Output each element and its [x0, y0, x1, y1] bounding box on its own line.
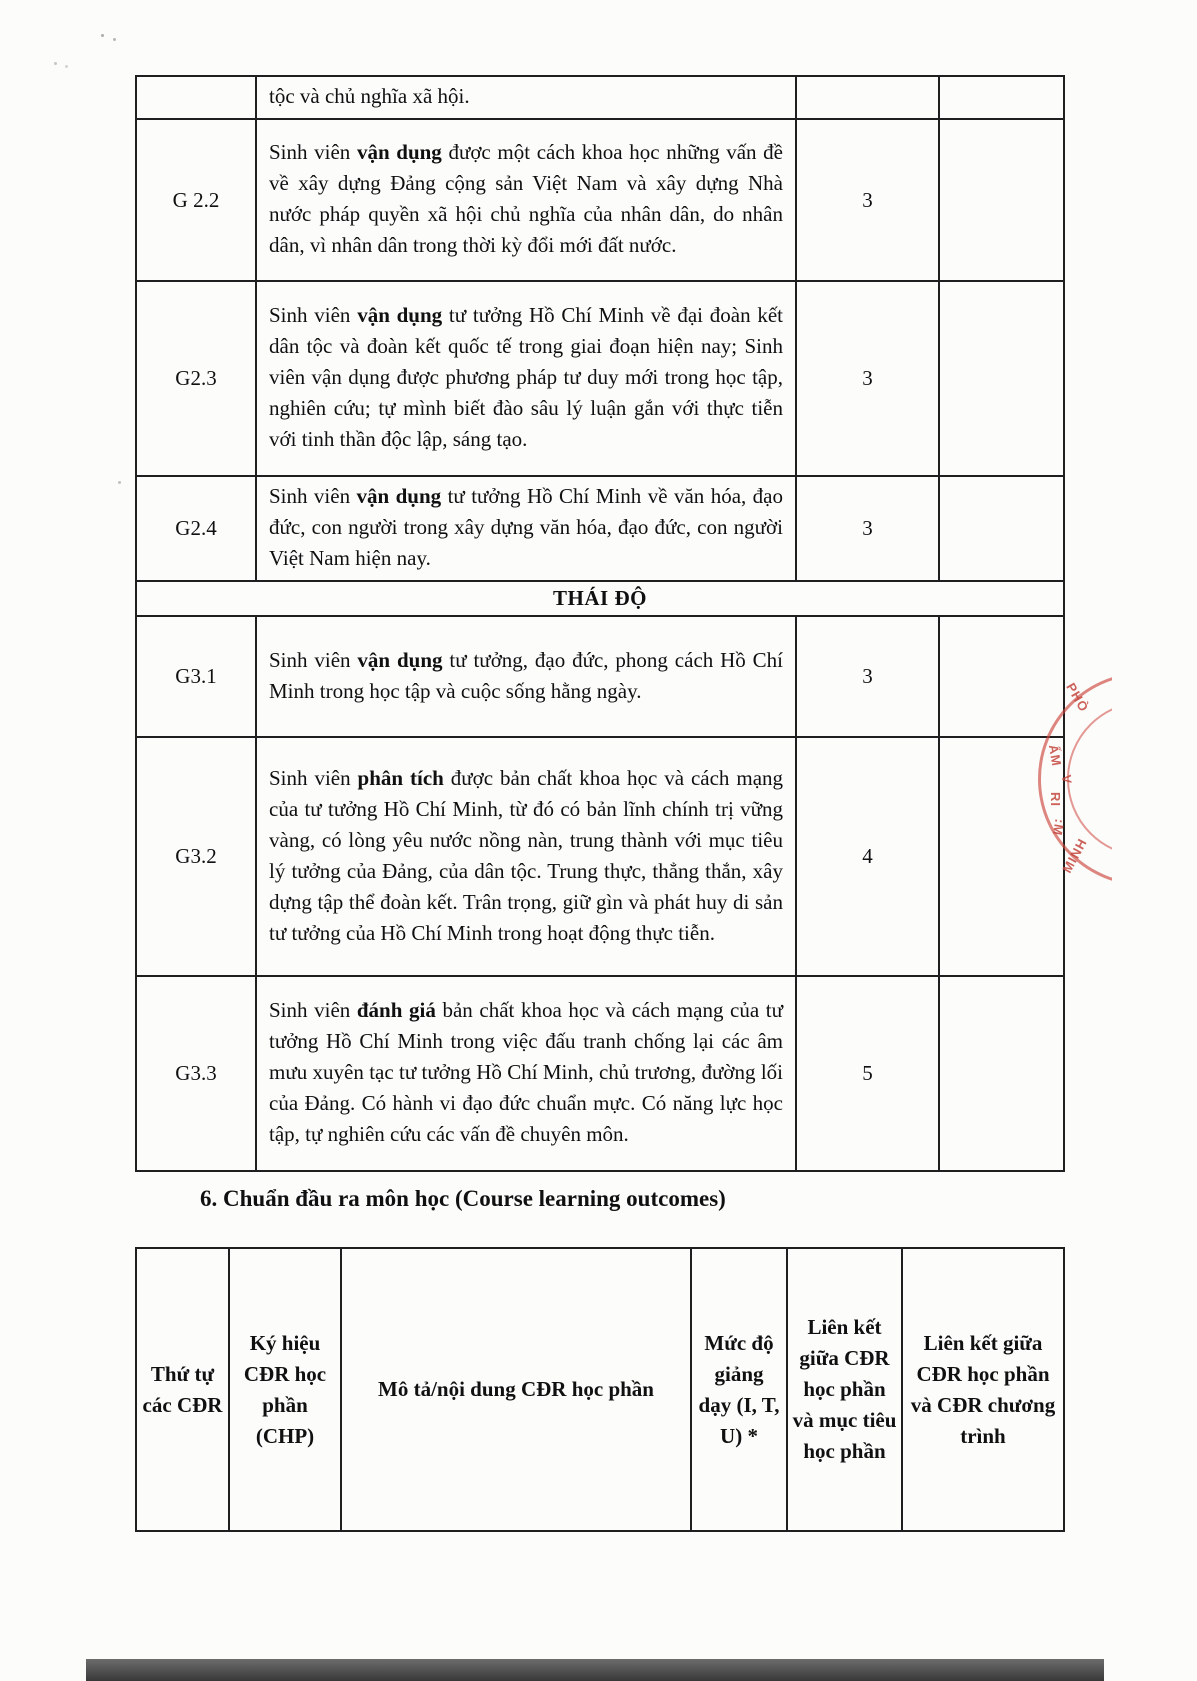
emphasis-text: vận dụng [356, 140, 442, 164]
outcome-id-cell: G3.3 [136, 976, 256, 1171]
body-text: được bản chất khoa học và cách mạng của tư tưởng Hồ Chí Minh, từ đó có bản lĩnh chính trị vững vàng, có lòng yêu nước nồng nàn, trung thành với mục tiêu lý tưởng của Đảng, của dân tộc. Trung thực, thẳng thắn, xây dựng tập thể đoàn kết. Trân trọng, giữ gìn và phát huy di sản tư tưởng của Hồ Chí Minh trong hoạt động thực tiễn. [269, 765, 784, 945]
outcome-row [136, 737, 1064, 976]
outcome-description-cell [256, 476, 796, 581]
body-text: Sinh viên [269, 998, 357, 1022]
body-text: bản chất khoa học và cách mạng của tư tưởng Hồ Chí Minh trong việc đấu tranh chống lại các âm mưu xuyên tạc tư tưởng Hồ Chí Minh, chủ trương, đường lối của Đảng. Có hành vi đạo đức chuẩn mực. Có năng lực học tập, tự nghiên cứu các vấn đề chuyên môn. [269, 998, 783, 1146]
outcome-level-cell: 5 [796, 976, 939, 1171]
body-text: tư tưởng, đạo đức, phong cách Hồ Chí Minh trong học tập và cuộc sống hằng ngày. [269, 647, 784, 703]
outcome-id-cell: G 2.2 [136, 119, 256, 281]
outcome-id-cell [136, 76, 256, 119]
body-text: Sinh viên [269, 765, 358, 790]
outcome-description-cell [256, 76, 796, 119]
clo-header-cell-1: Ký hiệu CĐR học phần (CHP) [229, 1248, 341, 1531]
emphasis-text: phân tích [357, 765, 444, 790]
outcome-id-cell: G2.4 [136, 476, 256, 581]
outcome-level-cell: 3 [796, 616, 939, 737]
outcome-id-cell: G2.3 [136, 281, 256, 476]
outcome-level-cell: 3 [796, 281, 939, 476]
scan-edge-artifact [86, 1659, 1104, 1681]
outcome-description-cell [256, 616, 796, 737]
clo-header-cell-3: Mức độ giảng dạy (I, T, U) * [691, 1248, 787, 1531]
outcome-row [136, 281, 1064, 476]
outcome-level-cell [796, 76, 939, 119]
section-heading: 6. Chuẩn đầu ra môn học (Course learning outcomes) [200, 1186, 726, 1211]
emphasis-text: vận dụng [357, 647, 443, 672]
body-text: Sinh viên [269, 303, 358, 327]
clo-header-cell-0: Thứ tự các CĐR [136, 1248, 229, 1531]
emphasis-text: vận dụng [356, 484, 442, 508]
outcome-description-cell [256, 281, 796, 476]
clo-header-cell-5: Liên kết giữa CĐR học phần và CĐR chương trình [902, 1248, 1064, 1531]
body-text: Sinh viên [269, 140, 357, 164]
outcome-empty-cell [939, 976, 1064, 1171]
outcome-empty-cell [939, 476, 1064, 581]
red-stamp [1036, 670, 1112, 892]
outcome-id-cell: G3.1 [136, 616, 256, 737]
scan-speck [118, 481, 121, 484]
outcomes-table-body [136, 76, 1064, 1171]
stamp-text-fragment: ẤM [1045, 743, 1065, 768]
outcome-row [136, 616, 1064, 737]
outcome-row [136, 976, 1064, 1171]
clo-table [135, 1247, 1065, 1532]
body-text: tư tưởng Hồ Chí Minh về văn hóa, đạo đức, con người trong xây dựng văn hóa, đạo đức, con người Việt Nam hiện nay. [269, 484, 784, 570]
section-title-cell: THÁI ĐỘ [136, 581, 1064, 616]
body-text: tộc và chủ nghĩa xã hội. [269, 84, 470, 108]
scan-speck [101, 34, 104, 37]
outcome-description-cell [256, 119, 796, 281]
clo-header-cell-2: Mô tả/nội dung CĐR học phần [341, 1248, 691, 1531]
emphasis-text: vận dụng [357, 303, 443, 327]
body-text: được một cách khoa học những vấn đề về xây dựng Đảng cộng sản Việt Nam và xây dựng Nhà nước pháp quyền xã hội chủ nghĩa của nhân dân, do nhân dân, vì nhân dân trong thời kỳ đổi mới đất nước. [269, 140, 784, 257]
outcome-row [136, 476, 1064, 581]
body-text: Sinh viên [269, 647, 358, 672]
scan-speck [54, 62, 57, 65]
outcome-row [136, 76, 1064, 119]
stamp-text-fragment: PHÒ [1063, 680, 1092, 715]
outcome-level-cell: 3 [796, 476, 939, 581]
outcome-empty-cell [939, 281, 1064, 476]
stamp-text-fragment: :M [1049, 817, 1068, 838]
outcome-level-cell: 3 [796, 119, 939, 281]
outcome-empty-cell [939, 76, 1064, 119]
clo-header-row [136, 1248, 1064, 1531]
outcome-level-cell: 4 [796, 737, 939, 976]
section-row [136, 581, 1064, 616]
outcome-row [136, 119, 1064, 281]
learning-objectives-table [135, 75, 1065, 1172]
emphasis-text: đánh giá [356, 998, 436, 1022]
stamp-text-fragment: RI [1048, 792, 1063, 807]
body-text: Sinh viên [269, 484, 357, 508]
outcome-id-cell: G3.2 [136, 737, 256, 976]
outcome-empty-cell [939, 119, 1064, 281]
stamp-text-fragment: MINH [1059, 835, 1090, 876]
stamp-text-fragment: V [1059, 774, 1075, 785]
outcome-description-cell [256, 976, 796, 1171]
body-text: tư tưởng Hồ Chí Minh về đại đoàn kết dân tộc và đoàn kết quốc tế trong giai đoạn hiện nay; Sinh viên vận dụng được phương pháp tư duy mới trong học tập, nghiên cứu; tự mình biết đào sâu lý luận gắn với thực tiễn với tinh thần độc lập, sáng tạo. [269, 303, 783, 451]
outcome-description-cell [256, 737, 796, 976]
clo-header-cell-4: Liên kết giữa CĐR học phần và mục tiêu học phần [787, 1248, 902, 1531]
